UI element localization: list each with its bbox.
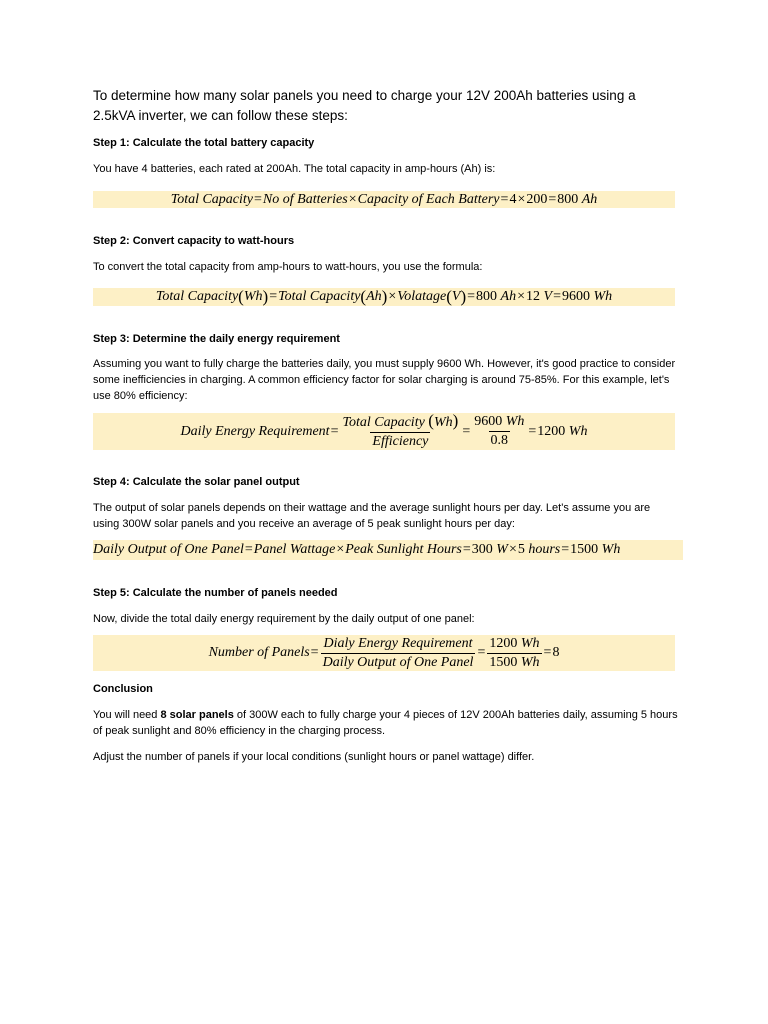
eq-unit: Ah — [581, 191, 598, 207]
step2-text: To convert the total capacity from amp-hours to watt-hours, you use the formula: — [93, 261, 483, 273]
eq-value: 4 — [509, 191, 517, 207]
fraction: $\frac{9600 Wh}{0.8}$ — [474, 414, 525, 448]
step3-equation: Daily Energy Requirement = $\frac{\text{Total Capacity (Wh)}}{\text{Efficiency}}$ = $\frac{9600 Wh}{0.8}$ = 1200 Wh — [93, 413, 675, 450]
step5-equation: Number of Panels = $\frac{\text{Dialy Energy Requirement}}{\text{Daily Output of One Panel}}$ = $\frac{1200 Wh}{1500 Wh}$ = 8 — [93, 635, 675, 671]
step1-heading: Step 1: Calculate the total battery capacity — [93, 137, 315, 149]
step2-heading: Step 2: Convert capacity to watt-hours — [93, 235, 295, 247]
step5-heading: Step 5: Calculate the number of panels needed — [93, 587, 338, 599]
step1-text: You have 4 batteries, each rated at 200Ah. The total capacity in amp-hours (Ah) is: — [93, 163, 496, 175]
fraction: $\frac{\text{Total Capacity (Wh)}}{\text{Efficiency}}$ — [342, 410, 459, 449]
intro-paragraph: To determine how many solar panels you need to charge your 12V 200Ah batteries using a 2.5kVA inverter, we can follow these steps: — [93, 88, 636, 123]
step2-equation: Total Capacity ( Wh ) = Total Capacity ( Ah ) × Volatage ( V ) = 800 Ah × 12 V = 9600 Wh — [93, 288, 675, 306]
eq-term: No of Batteries — [262, 191, 348, 207]
panel-count-emphasis: 8 solar panels — [160, 709, 234, 721]
conclusion-paragraph: You will need 8 solar panels of 300W each to fully charge your 4 pieces of 12V 200Ah batteries daily, assuming 5 hours of peak sunlight and 80% efficiency in the charging process. — [93, 709, 678, 737]
step3-heading: Step 3: Determine the daily energy requirement — [93, 333, 340, 345]
fraction: $\frac{1200 Wh}{1500 Wh}$ — [489, 635, 540, 670]
fraction: $\frac{\text{Dialy Energy Requirement}}{\text{Daily Output of One Panel}}$ — [322, 635, 474, 670]
conclusion-heading: Conclusion — [93, 683, 153, 695]
step4-equation: Daily Output of One Panel = Panel Wattage × Peak Sunlight Hours = 300 W × 5 hours = 1500 Wh — [93, 540, 683, 560]
step4-text: The output of solar panels depends on their wattage and the average sunlight hours per day. Let's assume you are using 300W solar panels and you receive an average of 5 peak sunlight hours per day: — [93, 502, 651, 530]
step3-text: Assuming you want to fully charge the batteries daily, you must supply 9600 Wh. However, it's good practice to consider some inefficiencies in charging. A common efficiency factor for solar charging is around 75-85%. For this example, let's use 80% efficiency: — [93, 358, 676, 402]
eq-term: Capacity of Each Battery — [357, 191, 500, 207]
adjust-note: Adjust the number of panels if your local conditions (sunlight hours or panel wattage) differ. — [93, 751, 535, 763]
step4-heading: Step 4: Calculate the solar panel output — [93, 476, 300, 488]
eq-term: Total Capacity — [170, 191, 254, 207]
eq-value: 200 — [526, 191, 548, 207]
step1-equation: Total Capacity = No of Batteries × Capacity of Each Battery = 4 × 200 = 800 Ah — [93, 191, 675, 208]
step5-text: Now, divide the total daily energy requirement by the daily output of one panel: — [93, 613, 475, 625]
eq-value: 800 — [557, 191, 579, 207]
